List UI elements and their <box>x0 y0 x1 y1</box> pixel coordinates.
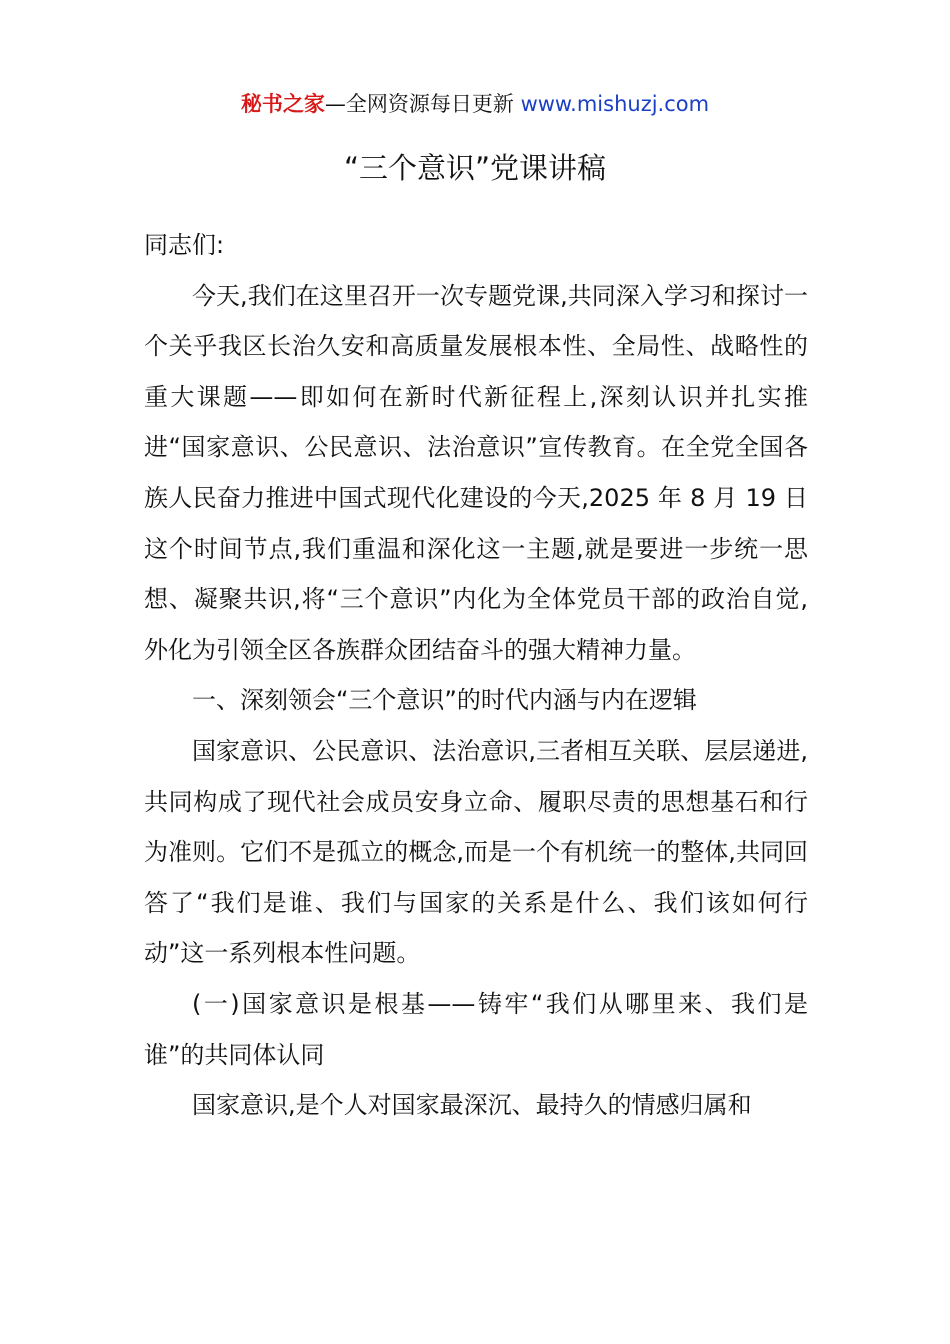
header-tagline: —全网资源每日更新 <box>324 92 521 116</box>
site-header <box>0 88 950 120</box>
salutation: 同志们: <box>144 231 225 259</box>
document-title: “三个意识”党课讲稿 <box>343 151 607 185</box>
subsection-heading-1: (一)国家意识是根基——铸牢“我们从哪里来、我们是谁”的共同体认同 <box>144 989 808 1069</box>
section-heading-1: 一、深刻领会“三个意识”的时代内涵与内在逻辑 <box>192 686 697 715</box>
site-url-link[interactable]: www.mishuzj.com <box>520 92 710 116</box>
paragraph-subsection-1: 国家意识,是个人对国家最深沉、最持久的情感归属和 <box>192 1091 752 1120</box>
paragraph-intro: 今天,我们在这里召开一次专题党课,共同深入学习和探讨一个关乎我区长治久安和高质量发展根本性、全局性、战略性的重大课题——即如何在新时代新征程上,深刻认识并扎实推进“国家意识、公民意识、法治意识”宣传教育。在全党全国各族人民奋力推进中国式现代化建设的今天,2025 年 8 月 19 日这个时间节点,我们重温和深化这一主题,就是要进一步统一思想、凝聚共识,将“三个意识”内化为全体党员干部的政治自觉,外化为引领全区各族群众团结奋斗的强大精神力量。 <box>144 281 808 664</box>
brand-name: 秘书之家 <box>240 92 325 116</box>
document-body <box>144 220 808 1131</box>
paragraph-section-1: 国家意识、公民意识、法治意识,三者相互关联、层层递进,共同构成了现代社会成员安身立命、履职尽责的思想基石和行为准则。它们不是孤立的概念,而是一个有机统一的整体,共同回答了“我们是谁、我们与国家的关系是什么、我们该如何行动”这一系列根本性问题。 <box>144 736 808 968</box>
